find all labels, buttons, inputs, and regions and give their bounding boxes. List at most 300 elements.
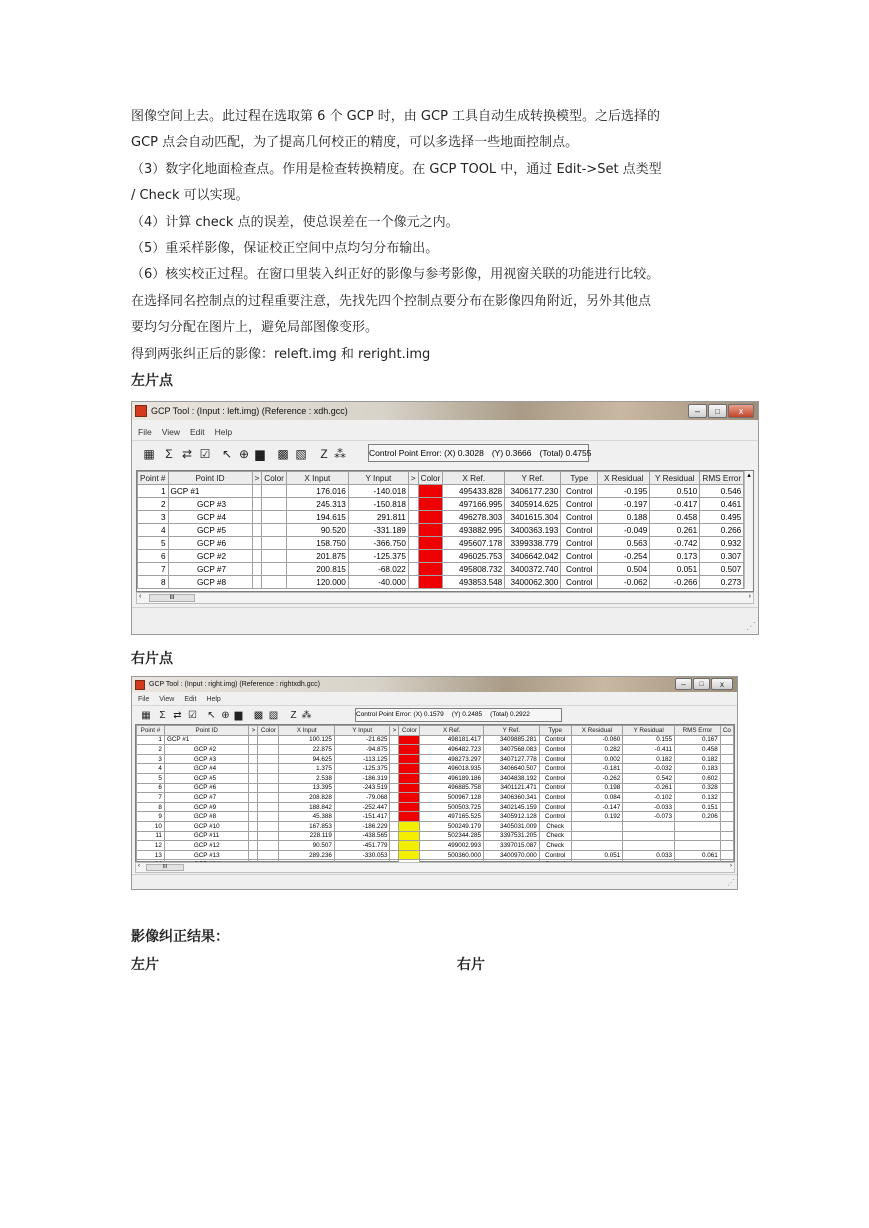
input-color-cell[interactable]	[258, 735, 279, 745]
table-cell[interactable]: 0.167	[675, 735, 721, 745]
table-cell[interactable]: Control	[561, 524, 598, 537]
table-cell[interactable]	[249, 821, 258, 831]
table-cell[interactable]: 500503.725	[420, 802, 484, 812]
table-row[interactable]	[137, 793, 734, 803]
table-cell[interactable]: 2	[137, 745, 165, 755]
ref-color-swatch[interactable]	[399, 754, 420, 764]
table-cell[interactable]: 208.828	[279, 793, 335, 803]
table-cell[interactable]: 6	[138, 550, 169, 563]
table-cell[interactable]: -451.779	[334, 841, 390, 851]
table-cell[interactable]: 12	[137, 841, 165, 851]
table-cell[interactable]	[249, 802, 258, 812]
table-cell[interactable]: 176.016	[286, 485, 348, 498]
table-cell[interactable]: -331.189	[348, 524, 408, 537]
ref-color-swatch[interactable]	[399, 735, 420, 745]
input-color-cell[interactable]	[258, 812, 279, 822]
table-cell[interactable]: 500360.000	[420, 850, 484, 860]
table-cell[interactable]: -0.062	[598, 576, 650, 589]
table-cell[interactable]	[720, 735, 733, 745]
table-row[interactable]	[137, 831, 734, 841]
table-cell[interactable]: 502344.285	[420, 831, 484, 841]
table-cell[interactable]: 200.815	[286, 563, 348, 576]
column-header[interactable]: Y Input	[348, 472, 408, 485]
table-row[interactable]	[138, 537, 744, 550]
table-cell[interactable]: 0.282	[571, 745, 623, 755]
menu-file[interactable]: File	[138, 427, 152, 437]
column-header[interactable]: Y Residual	[623, 726, 675, 736]
maximize-button[interactable]: □	[708, 404, 727, 418]
table-cell[interactable]	[249, 754, 258, 764]
menu-view[interactable]: View	[161, 427, 180, 437]
table-cell[interactable]	[390, 764, 399, 774]
table-cell[interactable]: -0.060	[571, 735, 623, 745]
close-button[interactable]: x	[728, 404, 754, 418]
table-cell[interactable]: Control	[561, 576, 598, 589]
crosshair-icon[interactable]: ⊕	[221, 709, 230, 721]
table-cell[interactable]: Control	[539, 754, 571, 764]
table-cell[interactable]	[390, 783, 399, 793]
table-cell[interactable]: Control	[539, 735, 571, 745]
table-cell[interactable]: 500967.128	[420, 793, 484, 803]
table-cell[interactable]	[408, 563, 418, 576]
table-cell[interactable]	[720, 793, 733, 803]
point-id-cell[interactable]: GCP #4	[164, 764, 249, 774]
table-cell[interactable]	[720, 841, 733, 851]
ref-color-swatch[interactable]	[399, 793, 420, 803]
table-cell[interactable]: -125.375	[348, 550, 408, 563]
table-cell[interactable]: 167.853	[279, 821, 335, 831]
table-cell[interactable]: 3404838.192	[483, 773, 539, 783]
table-cell[interactable]	[390, 841, 399, 851]
table-cell[interactable]: -0.033	[623, 802, 675, 812]
table-cell[interactable]	[408, 498, 418, 511]
input-color-cell[interactable]	[262, 576, 287, 589]
table-cell[interactable]: 0.266	[700, 524, 744, 537]
table-cell[interactable]: 3407568.083	[483, 745, 539, 755]
table-cell[interactable]: 0.932	[700, 537, 744, 550]
table-cell[interactable]	[675, 821, 721, 831]
table-cell[interactable]: 3406640.507	[483, 764, 539, 774]
sigma-icon[interactable]: Σ	[165, 447, 173, 461]
column-header[interactable]: Color	[262, 472, 287, 485]
table-cell[interactable]: 0.084	[571, 793, 623, 803]
table-cell[interactable]: 0.602	[675, 773, 721, 783]
table-row[interactable]	[137, 764, 734, 774]
table-cell[interactable]: 1	[138, 485, 169, 498]
window-titlebar[interactable]	[132, 402, 758, 420]
input-color-cell[interactable]	[262, 563, 287, 576]
table-cell[interactable]: 0.155	[623, 735, 675, 745]
table-cell[interactable]: 158.750	[286, 537, 348, 550]
input-color-cell[interactable]	[258, 841, 279, 851]
table-cell[interactable]: 9	[137, 812, 165, 822]
table-cell[interactable]	[252, 524, 262, 537]
table-row[interactable]	[137, 821, 734, 831]
resize-grip-icon[interactable]: ⋰	[727, 878, 735, 887]
point-id-cell[interactable]: GCP #1	[168, 485, 252, 498]
table-cell[interactable]: Check	[539, 821, 571, 831]
table-cell[interactable]: -79.068	[334, 793, 390, 803]
table-cell[interactable]: Check	[539, 831, 571, 841]
table-cell[interactable]: -0.254	[598, 550, 650, 563]
table-cell[interactable]: 0.507	[700, 563, 744, 576]
table-cell[interactable]: 0.510	[650, 485, 700, 498]
table-cell[interactable]: 7	[137, 793, 165, 803]
point-id-cell[interactable]: GCP #10	[164, 821, 249, 831]
table-cell[interactable]	[390, 745, 399, 755]
table-cell[interactable]: -0.411	[623, 745, 675, 755]
ref-color-swatch[interactable]	[399, 821, 420, 831]
table-cell[interactable]: 0.192	[571, 812, 623, 822]
lock-tracking-icon[interactable]: ⁂	[301, 709, 312, 721]
scroll-up-icon[interactable]: ▴	[747, 472, 751, 479]
input-color-cell[interactable]	[262, 485, 287, 498]
table-cell[interactable]: 5	[138, 537, 169, 550]
table-cell[interactable]: 3406642.042	[505, 550, 561, 563]
table-cell[interactable]	[408, 537, 418, 550]
table-row[interactable]	[137, 735, 734, 745]
table-cell[interactable]	[623, 821, 675, 831]
point-id-cell[interactable]: GCP #11	[164, 831, 249, 841]
column-header[interactable]: Y Ref.	[483, 726, 539, 736]
check-icon[interactable]: ☑	[199, 447, 211, 461]
table-cell[interactable]: -21.625	[334, 735, 390, 745]
table-row[interactable]	[137, 812, 734, 822]
table-cell[interactable]	[720, 754, 733, 764]
table-cell[interactable]	[390, 754, 399, 764]
table-cell[interactable]	[249, 735, 258, 745]
column-header[interactable]: >	[408, 472, 418, 485]
table-cell[interactable]: Control	[539, 745, 571, 755]
input-color-cell[interactable]	[262, 537, 287, 550]
table-cell[interactable]: 496189.186	[420, 773, 484, 783]
table-cell[interactable]	[390, 821, 399, 831]
scroll-thumb[interactable]: III	[149, 594, 195, 602]
input-color-cell[interactable]	[258, 821, 279, 831]
table-cell[interactable]: 6	[137, 783, 165, 793]
table-row[interactable]	[138, 576, 744, 589]
table-cell[interactable]: 245.313	[286, 498, 348, 511]
table-cell[interactable]	[408, 485, 418, 498]
select-points-icon[interactable]: ▩	[253, 709, 264, 721]
table-cell[interactable]: 10	[137, 821, 165, 831]
table-cell[interactable]: 0.151	[675, 802, 721, 812]
table-cell[interactable]: 0.458	[675, 745, 721, 755]
ref-color-swatch[interactable]	[418, 498, 443, 511]
table-cell[interactable]: Control	[561, 537, 598, 550]
table-cell[interactable]: 3405031.009	[483, 821, 539, 831]
table-row[interactable]	[138, 511, 744, 524]
table-cell[interactable]	[249, 831, 258, 841]
table-cell[interactable]	[571, 841, 623, 851]
table-cell[interactable]	[390, 850, 399, 860]
column-header[interactable]: X Residual	[598, 472, 650, 485]
ref-color-swatch[interactable]	[418, 576, 443, 589]
table-row[interactable]	[137, 802, 734, 812]
table-cell[interactable]: 5	[137, 773, 165, 783]
table-cell[interactable]: 0.546	[700, 485, 744, 498]
table-cell[interactable]: -68.022	[348, 563, 408, 576]
table-cell[interactable]: Control	[539, 793, 571, 803]
table-cell[interactable]: -0.742	[650, 537, 700, 550]
table-cell[interactable]: Control	[539, 783, 571, 793]
table-cell[interactable]: 11	[137, 831, 165, 841]
table-cell[interactable]	[390, 793, 399, 803]
ref-color-swatch[interactable]	[418, 485, 443, 498]
table-cell[interactable]	[675, 831, 721, 841]
table-cell[interactable]: 3405912.128	[483, 812, 539, 822]
input-color-cell[interactable]	[262, 498, 287, 511]
table-cell[interactable]	[249, 745, 258, 755]
point-id-cell[interactable]: GCP #7	[164, 793, 249, 803]
table-cell[interactable]: 0.458	[650, 511, 700, 524]
horizontal-scrollbar[interactable]	[136, 592, 754, 604]
table-cell[interactable]	[720, 812, 733, 822]
table-row[interactable]	[137, 754, 734, 764]
table-cell[interactable]	[408, 511, 418, 524]
table-cell[interactable]: 493853.548	[443, 576, 505, 589]
input-color-cell[interactable]	[258, 764, 279, 774]
table-cell[interactable]: 0.182	[675, 754, 721, 764]
table-cell[interactable]: -113.125	[334, 754, 390, 764]
table-cell[interactable]: 496025.753	[443, 550, 505, 563]
table-cell[interactable]: -0.197	[598, 498, 650, 511]
table-cell[interactable]: 0.033	[623, 850, 675, 860]
ref-color-swatch[interactable]	[399, 812, 420, 822]
table-cell[interactable]: 3	[137, 754, 165, 764]
table-cell[interactable]: 0.307	[700, 550, 744, 563]
table-cell[interactable]: 0.173	[650, 550, 700, 563]
table-cell[interactable]: 0.495	[700, 511, 744, 524]
point-id-cell[interactable]: GCP #8	[164, 812, 249, 822]
menu-view[interactable]: View	[159, 695, 175, 703]
table-cell[interactable]	[675, 841, 721, 851]
table-cell[interactable]: Control	[561, 550, 598, 563]
table-row[interactable]	[138, 498, 744, 511]
table-cell[interactable]: -0.147	[571, 802, 623, 812]
table-cell[interactable]	[249, 850, 258, 860]
ref-color-swatch[interactable]	[418, 563, 443, 576]
table-cell[interactable]: 4	[138, 524, 169, 537]
menu-edit[interactable]: Edit	[189, 427, 205, 437]
column-header[interactable]: Type	[539, 726, 571, 736]
table-cell[interactable]	[720, 764, 733, 774]
input-color-cell[interactable]	[258, 754, 279, 764]
table-cell[interactable]	[390, 773, 399, 783]
column-header[interactable]: Y Ref.	[505, 472, 561, 485]
table-cell[interactable]: 495808.732	[443, 563, 505, 576]
table-cell[interactable]: 0.183	[675, 764, 721, 774]
input-color-cell[interactable]	[262, 550, 287, 563]
table-cell[interactable]: -186.229	[334, 821, 390, 831]
column-header[interactable]: >	[249, 726, 258, 736]
column-header[interactable]: Co	[720, 726, 733, 736]
table-cell[interactable]: 0.051	[650, 563, 700, 576]
ref-color-swatch[interactable]	[399, 850, 420, 860]
point-id-cell[interactable]: GCP #12	[164, 841, 249, 851]
table-cell[interactable]: Control	[561, 485, 598, 498]
lock-icon[interactable]: ▆	[255, 447, 265, 461]
table-row[interactable]	[138, 485, 744, 498]
table-cell[interactable]: 2.538	[279, 773, 335, 783]
table-cell[interactable]	[623, 831, 675, 841]
ref-color-swatch[interactable]	[418, 537, 443, 550]
column-header[interactable]: Color	[399, 726, 420, 736]
table-cell[interactable]: 120.000	[286, 576, 348, 589]
table-cell[interactable]: 90.520	[286, 524, 348, 537]
table-cell[interactable]: 3397015.087	[483, 841, 539, 851]
point-id-cell[interactable]: GCP #3	[164, 754, 249, 764]
table-cell[interactable]	[390, 831, 399, 841]
column-header[interactable]: >	[252, 472, 262, 485]
column-header[interactable]: X Ref.	[420, 726, 484, 736]
minimize-button[interactable]: –	[675, 678, 692, 690]
pointer-icon[interactable]: ↖	[221, 447, 233, 461]
zoom-icon[interactable]: Ζ	[290, 709, 297, 721]
table-cell[interactable]: 3401121.471	[483, 783, 539, 793]
table-cell[interactable]: -0.417	[650, 498, 700, 511]
table-cell[interactable]: 497165.525	[420, 812, 484, 822]
table-cell[interactable]: 0.206	[675, 812, 721, 822]
table-cell[interactable]	[249, 812, 258, 822]
table-cell[interactable]: 3409885.281	[483, 735, 539, 745]
table-cell[interactable]: -94.875	[334, 745, 390, 755]
table-icon[interactable]: ▦	[143, 447, 155, 461]
table-cell[interactable]	[720, 745, 733, 755]
ref-color-swatch[interactable]	[418, 524, 443, 537]
ref-color-swatch[interactable]	[399, 841, 420, 851]
sigma-icon[interactable]: Σ	[159, 709, 166, 721]
column-header[interactable]: >	[390, 726, 399, 736]
table-cell[interactable]: 496018.935	[420, 764, 484, 774]
table-cell[interactable]: Control	[539, 812, 571, 822]
table-cell[interactable]: Control	[539, 764, 571, 774]
table-cell[interactable]: 0.328	[675, 783, 721, 793]
ref-color-swatch[interactable]	[399, 802, 420, 812]
table-cell[interactable]: 0.182	[623, 754, 675, 764]
table-cell[interactable]	[252, 576, 262, 589]
column-header[interactable]: Type	[561, 472, 598, 485]
table-cell[interactable]: 3	[138, 511, 169, 524]
table-row[interactable]	[137, 841, 734, 851]
table-cell[interactable]: Check	[539, 841, 571, 851]
table-cell[interactable]	[571, 831, 623, 841]
point-id-cell[interactable]: GCP #5	[168, 524, 252, 537]
table-cell[interactable]: 0.273	[700, 576, 744, 589]
table-cell[interactable]: 228.119	[279, 831, 335, 841]
table-cell[interactable]: 0.188	[598, 511, 650, 524]
table-cell[interactable]	[249, 783, 258, 793]
input-color-cell[interactable]	[258, 773, 279, 783]
scroll-left-icon[interactable]: ‹	[139, 593, 142, 600]
table-cell[interactable]: 3402145.159	[483, 802, 539, 812]
table-cell[interactable]: 0.002	[571, 754, 623, 764]
table-cell[interactable]: 0.261	[650, 524, 700, 537]
table-cell[interactable]: 0.563	[598, 537, 650, 550]
table-cell[interactable]: 201.875	[286, 550, 348, 563]
table-cell[interactable]: -0.266	[650, 576, 700, 589]
table-cell[interactable]: 289.236	[279, 850, 335, 860]
scroll-left-icon[interactable]: ‹	[138, 863, 140, 869]
drop-point-icon[interactable]: ▧	[295, 447, 307, 461]
point-id-cell[interactable]: GCP #9	[164, 802, 249, 812]
point-id-cell[interactable]: GCP #13	[164, 850, 249, 860]
table-cell[interactable]: 3405914.625	[505, 498, 561, 511]
table-cell[interactable]: -0.073	[623, 812, 675, 822]
table-cell[interactable]	[390, 735, 399, 745]
horizontal-scrollbar[interactable]	[135, 862, 735, 873]
table-cell[interactable]: 13.395	[279, 783, 335, 793]
table-cell[interactable]	[720, 802, 733, 812]
ref-color-swatch[interactable]	[399, 773, 420, 783]
column-header[interactable]: Point #	[138, 472, 169, 485]
table-cell[interactable]: 493882.995	[443, 524, 505, 537]
input-color-cell[interactable]	[262, 511, 287, 524]
table-cell[interactable]: -0.181	[571, 764, 623, 774]
table-cell[interactable]: Control	[539, 773, 571, 783]
table-cell[interactable]	[252, 498, 262, 511]
table-cell[interactable]	[249, 841, 258, 851]
table-cell[interactable]: -0.102	[623, 793, 675, 803]
ref-color-swatch[interactable]	[399, 745, 420, 755]
ref-color-swatch[interactable]	[399, 783, 420, 793]
table-row[interactable]	[137, 783, 734, 793]
table-cell[interactable]: 0.461	[700, 498, 744, 511]
table-cell[interactable]: 8	[138, 576, 169, 589]
table-cell[interactable]: 496278.303	[443, 511, 505, 524]
table-cell[interactable]: -243.519	[334, 783, 390, 793]
table-row[interactable]	[137, 745, 734, 755]
table-cell[interactable]	[252, 563, 262, 576]
table-cell[interactable]	[571, 821, 623, 831]
crosshair-icon[interactable]: ⊕	[238, 447, 250, 461]
input-color-cell[interactable]	[258, 850, 279, 860]
menu-file[interactable]: File	[138, 695, 150, 703]
table-cell[interactable]: 497166.995	[443, 498, 505, 511]
table-cell[interactable]: Control	[561, 511, 598, 524]
window-titlebar[interactable]	[132, 677, 737, 692]
table-cell[interactable]	[720, 821, 733, 831]
table-cell[interactable]: 3400372.740	[505, 563, 561, 576]
table-cell[interactable]: -0.195	[598, 485, 650, 498]
table-cell[interactable]: 3407127.778	[483, 754, 539, 764]
menu-help[interactable]: Help	[214, 427, 233, 437]
point-id-cell[interactable]: GCP #1	[164, 735, 249, 745]
table-cell[interactable]: 3397531.205	[483, 831, 539, 841]
table-cell[interactable]: 0.542	[623, 773, 675, 783]
column-header[interactable]: X Ref.	[443, 472, 505, 485]
table-cell[interactable]: 0.198	[571, 783, 623, 793]
column-header[interactable]: Color	[418, 472, 443, 485]
table-cell[interactable]: -0.261	[623, 783, 675, 793]
input-color-cell[interactable]	[258, 831, 279, 841]
transform-icon[interactable]: ⇄	[173, 709, 182, 721]
scroll-right-icon[interactable]: ›	[748, 593, 751, 600]
table-cell[interactable]	[252, 511, 262, 524]
table-cell[interactable]: Control	[561, 498, 598, 511]
table-icon[interactable]: ▦	[141, 709, 151, 721]
table-cell[interactable]	[408, 576, 418, 589]
column-header[interactable]: Point #	[137, 726, 165, 736]
table-cell[interactable]: 8	[137, 802, 165, 812]
table-cell[interactable]: 22.875	[279, 745, 335, 755]
input-color-cell[interactable]	[262, 524, 287, 537]
column-header[interactable]: Color	[258, 726, 279, 736]
ref-color-swatch[interactable]	[399, 764, 420, 774]
point-id-cell[interactable]: GCP #4	[168, 511, 252, 524]
point-id-cell[interactable]: GCP #8	[168, 576, 252, 589]
menu-help[interactable]: Help	[206, 695, 221, 703]
